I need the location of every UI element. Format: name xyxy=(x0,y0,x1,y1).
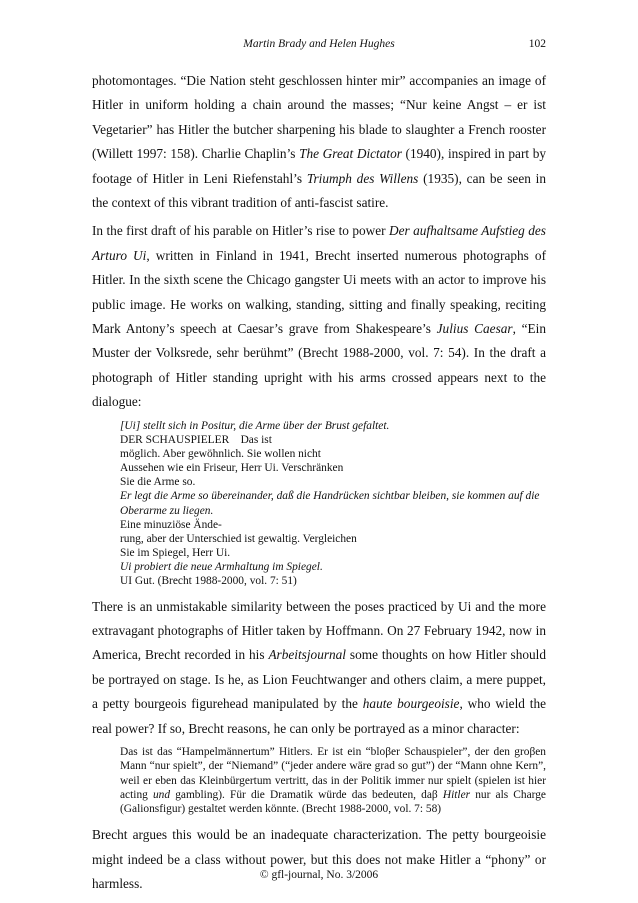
quote-text-c: nur als Charge (Galionsfigur) gestaltet werden könnte. (Brecht 1988-2000, vol. 7: 58) xyxy=(120,788,546,816)
stage-direction: [Ui] stellt sich in Positur, die Arme über der Brust gefaltet. xyxy=(120,419,390,432)
paragraph-4-text: Brecht argues this would be an inadequate characterization. The petty bourgeoisie might indeed be a class without power, but this does not make Hitler a “phony” or harmless. xyxy=(92,827,546,892)
quote-citation: UI Gut. (Brecht 1988-2000, vol. 7: 51) xyxy=(120,575,297,588)
stage-direction: Er legt die Arme so übereinander, daß die Handrücken sichtbar bleiben, sie kommen auf die Oberarme zu liegen. xyxy=(120,490,540,517)
paragraph-3 xyxy=(92,595,546,741)
paragraph-4 xyxy=(92,823,546,896)
quote-line: Sie die Arme so. xyxy=(120,476,196,489)
paragraph-1-text-b: (1940), inspired in part by footage of Hitler in Leni Riefenstahl’s xyxy=(92,146,547,186)
quote-text-b: gambling). Für die Dramatik würde das bedeuten, daβ xyxy=(170,788,443,801)
quote-emphasis-hitler: Hitler xyxy=(442,788,471,801)
term-haute-bourgeoisie: haute bourgeoisie xyxy=(362,696,460,712)
paragraph-2-text-b: , written in Finland in 1941, Brecht inserted numerous photographs of Hitler. In the sixth scene the Chicago gangster Ui meets with an actor to improve his public image. He works on walking, standing, sitting and finally speaking, reciting Mark Antony’s speech at Caesar’s grave from Shakespeare’s xyxy=(92,247,546,337)
quote-line: DER SCHAUSPIELER Das ist xyxy=(120,433,272,446)
paragraph-2-text-c: , “Ein Muster der Volksrede, sehr berühmt” (Brecht 1988-2000, vol. 7: 54). In the draft a photograph of Hitler standing upright with his arms crossed appears next to the dialogue: xyxy=(92,321,546,410)
stage-direction: Ui probiert die neue Armhaltung im Spiegel. xyxy=(120,561,323,574)
paragraph-2 xyxy=(92,219,546,414)
paragraph-1-text-c: (1935), can be seen in the context of this vibrant tradition of anti-fascist satire. xyxy=(92,170,547,211)
play-title-arturo-ui: Der aufhaltsame Aufstieg des Arturo Ui xyxy=(92,223,546,263)
film-title-triumph-des-willens: Triumph des Willens xyxy=(306,170,419,186)
paragraph-2-text-a: In the first draft of his parable on Hitler’s rise to power xyxy=(92,223,389,239)
film-title-great-dictator: The Great Dictator xyxy=(299,146,402,162)
quote-text-a: Das ist das “Hampelmännertum” Hitlers. Er ist ein “bloβer Schauspieler”, der den groβen Mann “nur spielt”, der “Niemand” (“jeder andere wäre grad so gut”) der “Mann ohne Kern”, weil er eben das Kleinbürgertum vertritt, das in der Politik immer nur spielt (spielen ist hier acting xyxy=(120,746,546,801)
page-number: 102 xyxy=(528,38,546,50)
paragraph-1-text-a: photomontages. “Die Nation steht geschlossen hinter mir” accompanies an image of Hitler in uniform holding a chain around the masses; “Nur keine Angst – er ist Vegetarier” has Hitler the butcher sharpening his blade to slaughter a French rooster (Willett 1997: 158). Charlie Chaplin’s xyxy=(92,73,546,162)
paragraph-3-text-c: , who wield the real power? If so, Brecht reasons, he can only be portrayed as a minor character: xyxy=(92,696,547,736)
quote-line: Aussehen wie ein Friseur, Herr Ui. Verschränken xyxy=(120,462,344,475)
paragraph-3-text-b: some thoughts on how Hitler should be portrayed on stage. Is he, as Lion Feuchtwanger and others claim, a mere puppet, a petty bourgeois figurehead manipulated by the xyxy=(92,647,546,712)
paragraph-3-text-a: There is an unmistakable similarity between the poses practiced by Ui and the more extravagant photographs of Hitler taken by Hoffmann. On 27 February 1942, now in America, Brecht recorded in his xyxy=(92,598,546,663)
header-authors: Martin Brady and Helen Hughes xyxy=(243,38,395,50)
journal-footer: © gfl-journal, No. 3/2006 xyxy=(259,869,379,881)
block-quote-play-excerpt xyxy=(120,419,546,589)
quote-line: möglich. Aber gewöhnlich. Sie wollen nicht xyxy=(120,448,321,460)
play-title-julius-caesar: Julius Caesar xyxy=(436,321,513,337)
running-header xyxy=(92,38,546,54)
paragraph-1 xyxy=(92,69,546,215)
block-quote-arbeitsjournal xyxy=(120,745,546,816)
work-title-arbeitsjournal: Arbeitsjournal xyxy=(268,647,347,663)
quote-line: Eine minuziöse Ände- xyxy=(120,518,222,531)
quote-emphasis-und: und xyxy=(152,788,171,801)
quote-line: rung, aber der Unterschied ist gewaltig. Vergleichen xyxy=(120,532,357,545)
article-body xyxy=(92,69,546,901)
quote-line: Sie im Spiegel, Herr Ui. xyxy=(120,547,231,560)
